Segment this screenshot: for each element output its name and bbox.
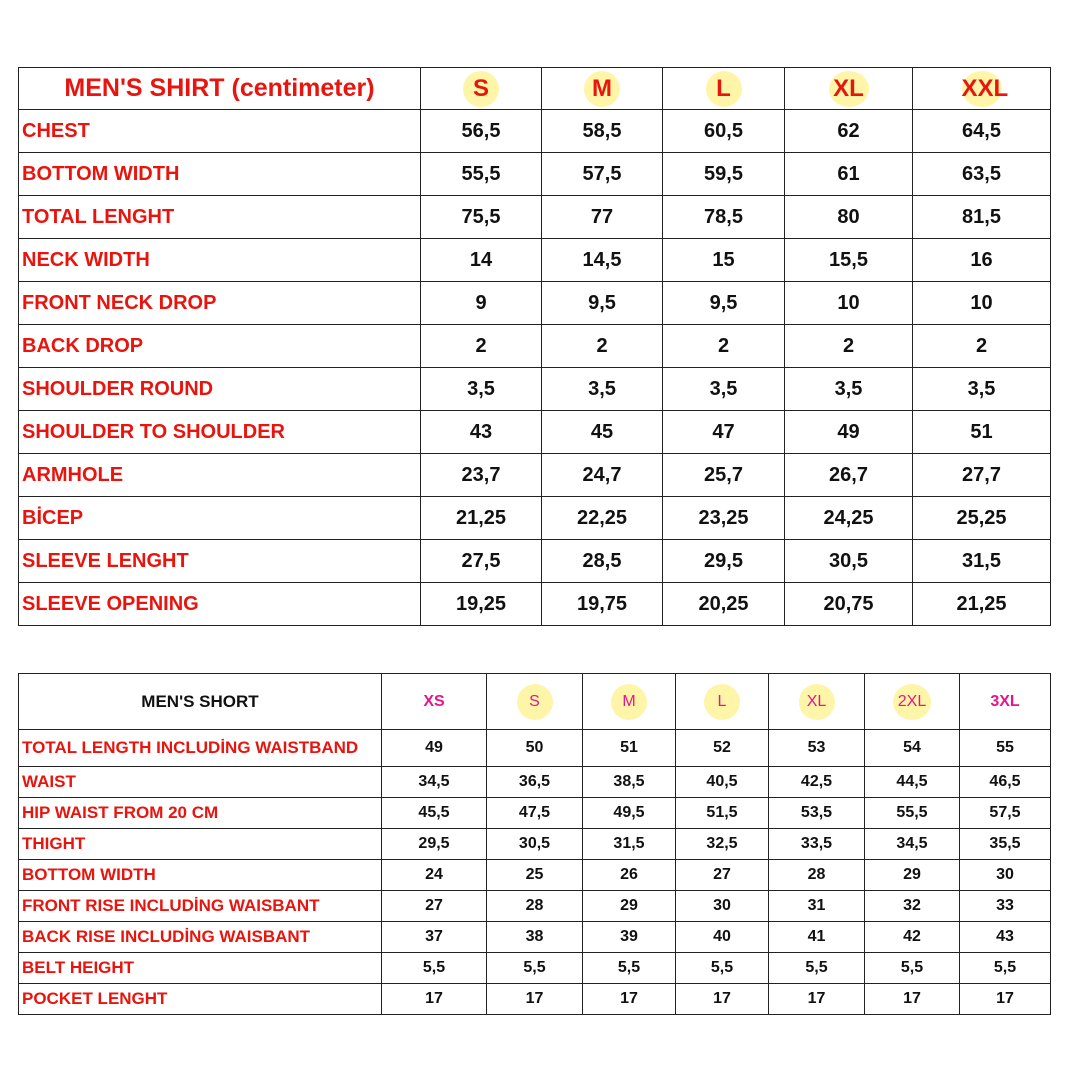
measurement-cell: 50 bbox=[487, 730, 583, 767]
measurement-cell: 47,5 bbox=[487, 798, 583, 829]
measurement-cell: 3,5 bbox=[542, 368, 663, 411]
shirt-table-title: MEN'S SHIRT (centimeter) bbox=[19, 68, 421, 110]
row-label: BELT HEIGHT bbox=[19, 953, 382, 984]
measurement-cell: 44,5 bbox=[865, 767, 960, 798]
measurement-cell: 46,5 bbox=[960, 767, 1051, 798]
table-row bbox=[19, 110, 1051, 153]
shirt-size-header-m bbox=[542, 68, 663, 110]
measurement-cell: 17 bbox=[487, 984, 583, 1015]
row-label: HIP WAIST FROM 20 CM bbox=[19, 798, 382, 829]
row-label: CHEST bbox=[19, 110, 421, 153]
measurement-cell: 52 bbox=[676, 730, 769, 767]
measurement-cell: 2 bbox=[913, 325, 1051, 368]
measurement-cell: 10 bbox=[913, 282, 1051, 325]
short-size-header-2xl bbox=[865, 674, 960, 730]
table-row bbox=[19, 454, 1051, 497]
measurement-cell: 5,5 bbox=[960, 953, 1051, 984]
measurement-cell: 9,5 bbox=[542, 282, 663, 325]
measurement-cell: 30 bbox=[960, 860, 1051, 891]
measurement-cell: 45 bbox=[542, 411, 663, 454]
measurement-cell: 39 bbox=[583, 922, 676, 953]
table-row bbox=[19, 325, 1051, 368]
measurement-cell: 26 bbox=[583, 860, 676, 891]
measurement-cell: 5,5 bbox=[487, 953, 583, 984]
measurement-cell: 22,25 bbox=[542, 497, 663, 540]
short-size-header-xs bbox=[382, 674, 487, 730]
measurement-cell: 60,5 bbox=[663, 110, 785, 153]
table-row bbox=[19, 984, 1051, 1015]
measurement-cell: 24,7 bbox=[542, 454, 663, 497]
measurement-cell: 2 bbox=[421, 325, 542, 368]
measurement-cell: 17 bbox=[583, 984, 676, 1015]
measurement-cell: 37 bbox=[382, 922, 487, 953]
measurement-cell: 15,5 bbox=[785, 239, 913, 282]
measurement-cell: 57,5 bbox=[542, 153, 663, 196]
measurement-cell: 30,5 bbox=[785, 540, 913, 583]
measurement-cell: 62 bbox=[785, 110, 913, 153]
measurement-cell: 5,5 bbox=[382, 953, 487, 984]
table-row bbox=[19, 196, 1051, 239]
measurement-cell: 2 bbox=[542, 325, 663, 368]
measurement-cell: 14,5 bbox=[542, 239, 663, 282]
measurement-cell: 2 bbox=[663, 325, 785, 368]
row-label: THIGHT bbox=[19, 829, 382, 860]
measurement-cell: 9 bbox=[421, 282, 542, 325]
short-size-header-l bbox=[676, 674, 769, 730]
measurement-cell: 23,7 bbox=[421, 454, 542, 497]
measurement-cell: 41 bbox=[769, 922, 865, 953]
row-label: SHOULDER TO SHOULDER bbox=[19, 411, 421, 454]
measurement-cell: 25 bbox=[487, 860, 583, 891]
size-label: XS bbox=[423, 692, 445, 710]
measurement-cell: 27 bbox=[382, 891, 487, 922]
row-label: TOTAL LENGTH INCLUDİNG WAISTBAND bbox=[19, 730, 382, 767]
measurement-cell: 24 bbox=[382, 860, 487, 891]
measurement-cell: 63,5 bbox=[913, 153, 1051, 196]
row-label: ARMHOLE bbox=[19, 454, 421, 497]
measurement-cell: 15 bbox=[663, 239, 785, 282]
table-row bbox=[19, 497, 1051, 540]
measurement-cell: 16 bbox=[913, 239, 1051, 282]
measurement-cell: 59,5 bbox=[663, 153, 785, 196]
row-label: BOTTOM WIDTH bbox=[19, 860, 382, 891]
row-label: WAIST bbox=[19, 767, 382, 798]
measurement-cell: 58,5 bbox=[542, 110, 663, 153]
measurement-cell: 56,5 bbox=[421, 110, 542, 153]
size-label: XL bbox=[799, 684, 835, 720]
measurement-cell: 53,5 bbox=[769, 798, 865, 829]
table-row bbox=[19, 239, 1051, 282]
row-label: BACK RISE INCLUDİNG WAISBANT bbox=[19, 922, 382, 953]
size-label: S bbox=[463, 71, 499, 107]
measurement-cell: 20,25 bbox=[663, 583, 785, 626]
table-row bbox=[19, 860, 1051, 891]
measurement-cell: 21,25 bbox=[421, 497, 542, 540]
row-label: BOTTOM WIDTH bbox=[19, 153, 421, 196]
measurement-cell: 78,5 bbox=[663, 196, 785, 239]
measurement-cell: 40,5 bbox=[676, 767, 769, 798]
size-label: L bbox=[706, 71, 742, 107]
measurement-cell: 27,7 bbox=[913, 454, 1051, 497]
measurement-cell: 34,5 bbox=[382, 767, 487, 798]
short-size-header-m bbox=[583, 674, 676, 730]
measurement-cell: 75,5 bbox=[421, 196, 542, 239]
size-label: XL bbox=[829, 71, 869, 107]
measurement-cell: 53 bbox=[769, 730, 865, 767]
measurement-cell: 3,5 bbox=[421, 368, 542, 411]
measurement-cell: 17 bbox=[769, 984, 865, 1015]
measurement-cell: 9,5 bbox=[663, 282, 785, 325]
table-row bbox=[19, 730, 1051, 767]
measurement-cell: 54 bbox=[865, 730, 960, 767]
measurement-cell: 5,5 bbox=[676, 953, 769, 984]
size-label: 2XL bbox=[893, 684, 931, 720]
table-row bbox=[19, 540, 1051, 583]
measurement-cell: 45,5 bbox=[382, 798, 487, 829]
shirt-size-header-l bbox=[663, 68, 785, 110]
measurement-cell: 26,7 bbox=[785, 454, 913, 497]
measurement-cell: 77 bbox=[542, 196, 663, 239]
measurement-cell: 17 bbox=[676, 984, 769, 1015]
measurement-cell: 55,5 bbox=[865, 798, 960, 829]
measurement-cell: 47 bbox=[663, 411, 785, 454]
measurement-cell: 30 bbox=[676, 891, 769, 922]
measurement-cell: 31 bbox=[769, 891, 865, 922]
table-row bbox=[19, 953, 1051, 984]
measurement-cell: 51,5 bbox=[676, 798, 769, 829]
measurement-cell: 31,5 bbox=[913, 540, 1051, 583]
measurement-cell: 28 bbox=[769, 860, 865, 891]
measurement-cell: 3,5 bbox=[913, 368, 1051, 411]
measurement-cell: 38 bbox=[487, 922, 583, 953]
measurement-cell: 51 bbox=[913, 411, 1051, 454]
measurement-cell: 32,5 bbox=[676, 829, 769, 860]
measurement-cell: 3,5 bbox=[785, 368, 913, 411]
measurement-cell: 28,5 bbox=[542, 540, 663, 583]
measurement-cell: 28 bbox=[487, 891, 583, 922]
shirt-header-row bbox=[19, 68, 1051, 110]
measurement-cell: 55,5 bbox=[421, 153, 542, 196]
measurement-cell: 81,5 bbox=[913, 196, 1051, 239]
measurement-cell: 49 bbox=[785, 411, 913, 454]
measurement-cell: 64,5 bbox=[913, 110, 1051, 153]
measurement-cell: 33,5 bbox=[769, 829, 865, 860]
measurement-cell: 19,75 bbox=[542, 583, 663, 626]
row-label: NECK WIDTH bbox=[19, 239, 421, 282]
measurement-cell: 10 bbox=[785, 282, 913, 325]
row-label: FRONT RISE INCLUDİNG WAISBANT bbox=[19, 891, 382, 922]
measurement-cell: 17 bbox=[382, 984, 487, 1015]
measurement-cell: 14 bbox=[421, 239, 542, 282]
table-row bbox=[19, 282, 1051, 325]
measurement-cell: 3,5 bbox=[663, 368, 785, 411]
measurement-cell: 2 bbox=[785, 325, 913, 368]
measurement-cell: 27,5 bbox=[421, 540, 542, 583]
row-label: BİCEP bbox=[19, 497, 421, 540]
shirt-size-header-xxl bbox=[913, 68, 1051, 110]
row-label: SHOULDER ROUND bbox=[19, 368, 421, 411]
measurement-cell: 17 bbox=[865, 984, 960, 1015]
measurement-cell: 49,5 bbox=[583, 798, 676, 829]
row-label: BACK DROP bbox=[19, 325, 421, 368]
measurement-cell: 29,5 bbox=[663, 540, 785, 583]
measurement-cell: 27 bbox=[676, 860, 769, 891]
row-label: POCKET LENGHT bbox=[19, 984, 382, 1015]
table-row bbox=[19, 798, 1051, 829]
measurement-cell: 5,5 bbox=[583, 953, 676, 984]
measurement-cell: 25,25 bbox=[913, 497, 1051, 540]
measurement-cell: 29 bbox=[583, 891, 676, 922]
table-row bbox=[19, 891, 1051, 922]
short-size-header-3xl bbox=[960, 674, 1051, 730]
measurement-cell: 31,5 bbox=[583, 829, 676, 860]
measurement-cell: 49 bbox=[382, 730, 487, 767]
measurement-cell: 38,5 bbox=[583, 767, 676, 798]
short-size-header-xl bbox=[769, 674, 865, 730]
measurement-cell: 51 bbox=[583, 730, 676, 767]
measurement-cell: 5,5 bbox=[865, 953, 960, 984]
measurement-cell: 20,75 bbox=[785, 583, 913, 626]
measurement-cell: 19,25 bbox=[421, 583, 542, 626]
short-header-row bbox=[19, 674, 1051, 730]
table-row bbox=[19, 411, 1051, 454]
measurement-cell: 57,5 bbox=[960, 798, 1051, 829]
measurement-cell: 34,5 bbox=[865, 829, 960, 860]
measurement-cell: 23,25 bbox=[663, 497, 785, 540]
size-label: 3XL bbox=[990, 692, 1020, 710]
measurement-cell: 43 bbox=[421, 411, 542, 454]
measurement-cell: 55 bbox=[960, 730, 1051, 767]
table-row bbox=[19, 583, 1051, 626]
size-label: S bbox=[517, 684, 553, 720]
measurement-cell: 33 bbox=[960, 891, 1051, 922]
table-row bbox=[19, 767, 1051, 798]
measurement-cell: 24,25 bbox=[785, 497, 913, 540]
table-row bbox=[19, 829, 1051, 860]
row-label: SLEEVE OPENING bbox=[19, 583, 421, 626]
size-label: L bbox=[704, 684, 740, 720]
measurement-cell: 40 bbox=[676, 922, 769, 953]
table-row bbox=[19, 368, 1051, 411]
measurement-cell: 21,25 bbox=[913, 583, 1051, 626]
size-label: M bbox=[611, 684, 647, 720]
measurement-cell: 29 bbox=[865, 860, 960, 891]
measurement-cell: 43 bbox=[960, 922, 1051, 953]
size-label: XXL bbox=[962, 71, 1002, 107]
measurement-cell: 36,5 bbox=[487, 767, 583, 798]
measurement-cell: 25,7 bbox=[663, 454, 785, 497]
table-row bbox=[19, 153, 1051, 196]
row-label: TOTAL LENGHT bbox=[19, 196, 421, 239]
measurement-cell: 30,5 bbox=[487, 829, 583, 860]
short-table-title: MEN'S SHORT bbox=[19, 674, 382, 730]
measurement-cell: 32 bbox=[865, 891, 960, 922]
measurement-cell: 61 bbox=[785, 153, 913, 196]
measurement-cell: 42,5 bbox=[769, 767, 865, 798]
row-label: FRONT NECK DROP bbox=[19, 282, 421, 325]
measurement-cell: 29,5 bbox=[382, 829, 487, 860]
shirt-size-header-s bbox=[421, 68, 542, 110]
mens-shirt-size-table bbox=[18, 67, 1051, 626]
mens-short-size-table bbox=[18, 673, 1051, 1015]
row-label: SLEEVE LENGHT bbox=[19, 540, 421, 583]
shirt-size-header-xl bbox=[785, 68, 913, 110]
size-label: M bbox=[584, 71, 620, 107]
measurement-cell: 42 bbox=[865, 922, 960, 953]
measurement-cell: 35,5 bbox=[960, 829, 1051, 860]
short-size-header-s bbox=[487, 674, 583, 730]
measurement-cell: 5,5 bbox=[769, 953, 865, 984]
measurement-cell: 80 bbox=[785, 196, 913, 239]
table-row bbox=[19, 922, 1051, 953]
measurement-cell: 17 bbox=[960, 984, 1051, 1015]
